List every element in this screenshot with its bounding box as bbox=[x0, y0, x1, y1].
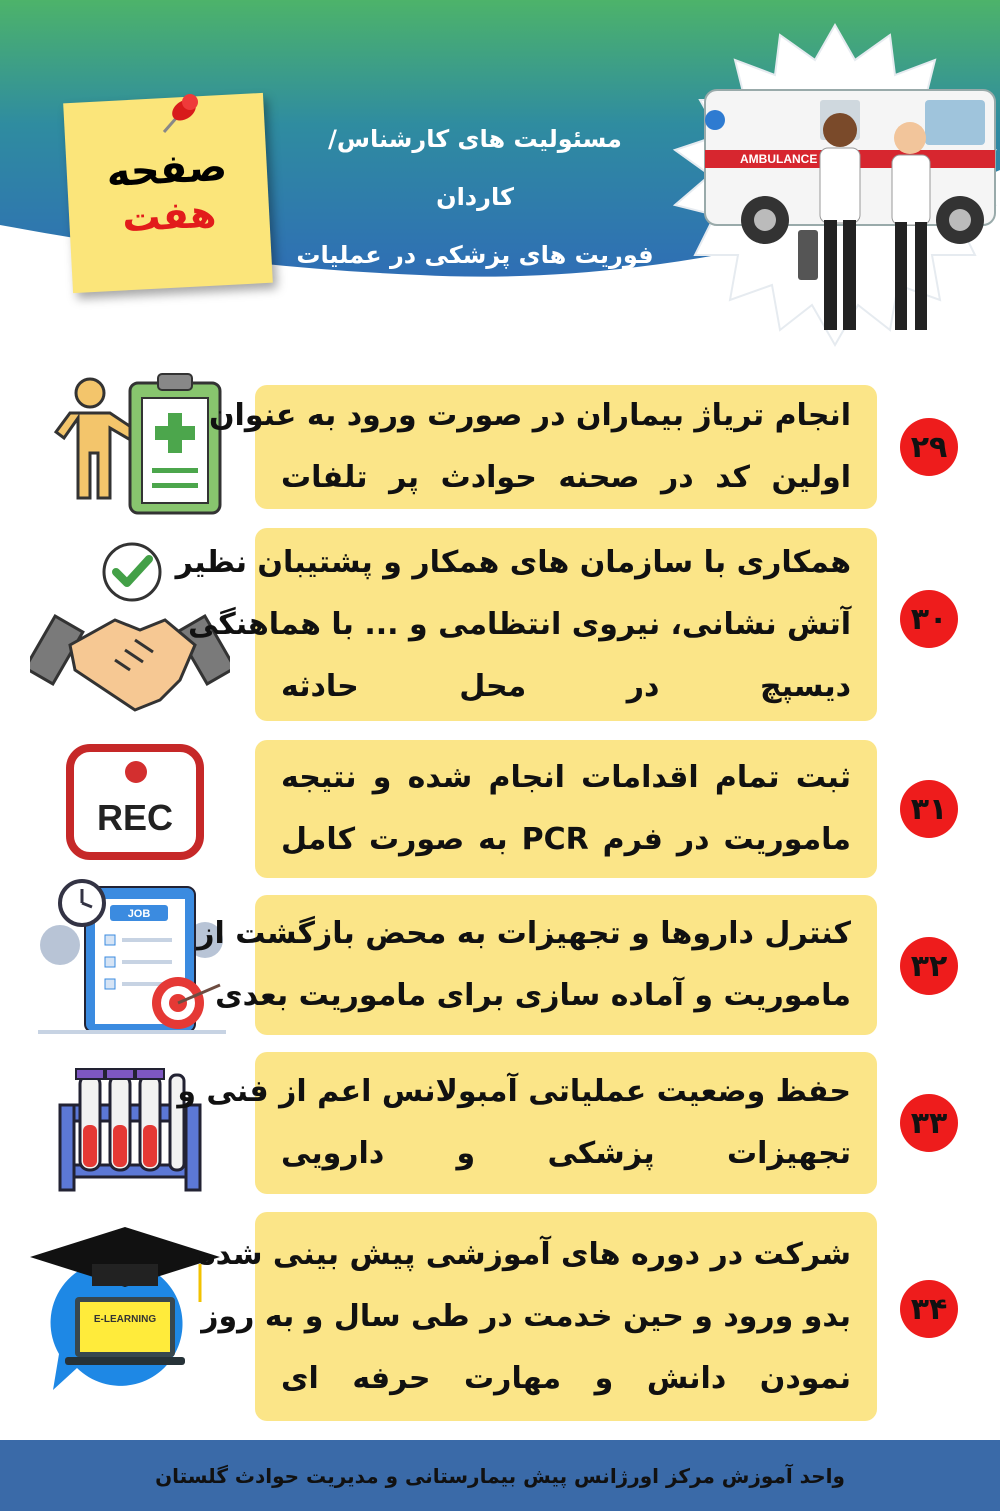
item-line: تجهیزات پزشکی و دارویی bbox=[281, 1136, 851, 1171]
footer-text: واحد آموزش مرکز اورژانس پیش بیمارستانی و مدیریت حوادث گلستان bbox=[155, 1463, 845, 1488]
item-box bbox=[197, 1212, 877, 1421]
rec-icon bbox=[30, 742, 230, 862]
item-line: شرکت در دوره های آموزشی پیش بینی شده bbox=[197, 1236, 851, 1272]
item-line: دیسپچ در محل حادثه bbox=[281, 668, 851, 704]
push-pin-icon bbox=[150, 86, 210, 146]
ambulance-paramedics-illustration bbox=[670, 20, 1000, 350]
item-box bbox=[197, 895, 877, 1035]
item-line: ماموریت و آماده سازی برای ماموریت بعدی bbox=[215, 978, 851, 1013]
item-box bbox=[175, 528, 877, 721]
item-line: کنترل داروها و تجهیزات به محض بازگشت از bbox=[197, 916, 851, 951]
page-title bbox=[290, 110, 660, 284]
note-label: صفحه bbox=[105, 144, 229, 197]
rec-label: REC bbox=[96, 797, 174, 838]
title-line-2: فوریت های پزشکی در عملیات bbox=[296, 241, 654, 269]
item-box bbox=[177, 1052, 877, 1194]
item-line: اولین کد در صحنه حوادث پر تلفات bbox=[281, 460, 851, 495]
job-label: JOB bbox=[127, 908, 151, 920]
elearning-label: E-LEARNING bbox=[93, 1314, 157, 1325]
item-number-badge: ۳۱ bbox=[900, 780, 958, 838]
item-line: ماموریت در فرم PCR به صورت کامل bbox=[281, 822, 851, 857]
footer-bar bbox=[0, 1440, 1000, 1511]
item-number-badge: ۲۹ bbox=[900, 418, 958, 476]
ambulance-label: AMBULANCE bbox=[740, 152, 818, 166]
item-number-badge: ۳۴ bbox=[900, 1280, 958, 1338]
triage-clipboard-icon bbox=[30, 368, 230, 518]
item-line: آتش نشانی، نیروی انتظامی و ... با هماهنگی bbox=[187, 606, 851, 642]
item-box bbox=[208, 385, 877, 509]
item-number-badge: ۳۳ bbox=[900, 1094, 958, 1152]
item-line: نمودن دانش و مهارت حرفه ای bbox=[281, 1360, 851, 1396]
item-number-badge: ۳۲ bbox=[900, 937, 958, 995]
item-box bbox=[255, 740, 877, 878]
item-line: ثبت تمام اقدامات انجام شده و نتیجه bbox=[281, 760, 851, 795]
note-page-number: هفت bbox=[121, 191, 218, 241]
item-line: بدو ورود و حین خدمت در طی سال و به روز bbox=[201, 1298, 851, 1334]
item-line: همکاری با سازمان های همکار و پشتیبان نظیر bbox=[175, 544, 851, 580]
title-line-1: مسئولیت های کارشناس/کاردان bbox=[328, 125, 622, 211]
item-line: انجام تریاژ بیماران در صورت ورود به عنوان bbox=[208, 398, 851, 433]
item-number-badge: ۳۰ bbox=[900, 590, 958, 648]
item-line: حفظ وضعیت عملیاتی آمبولانس اعم از فنی و bbox=[177, 1074, 851, 1109]
